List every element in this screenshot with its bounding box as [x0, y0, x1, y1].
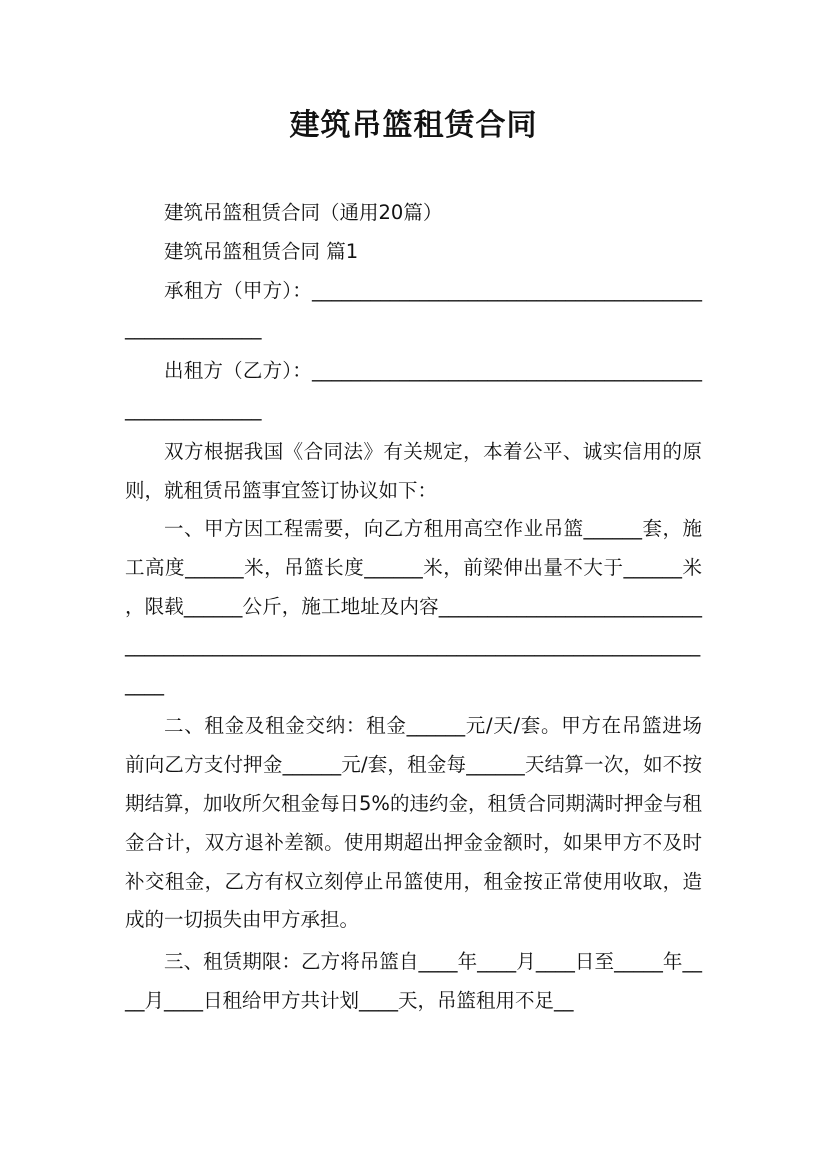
paragraph-clause-2: 二、租金及租金交纳：租金______元/天/套。甲方在吊篮进场前向乙方支付押金______元/套，租金每______天结算一次，如不按期结算，加收所欠租金每日5%的违约金，租赁合同期满时押金与租金合计，双方退补差额。使用期超出押金金额时，如果甲方不及时补交租金，乙方有权立刻停止吊篮使用，租金按正常使用收取，造成的一切损失由甲方承担。: [125, 714, 702, 932]
paragraph-clause-1: 一、甲方因工程需要，向乙方租用高空作业吊篮______套，施工高度______米，吊篮长度______米，前梁伸出量不大于______米，限载______公斤，施工地址及内容__________________________________________________________________________________________: [125, 517, 702, 696]
document-body: [125, 194, 702, 1021]
paragraph-section-heading: 建筑吊篮租赁合同 篇1: [164, 239, 359, 263]
paragraph-subtitle: 建筑吊篮租赁合同（通用20篇）: [164, 201, 443, 224]
paragraph-lessee: 承租方（甲方）：______________________________________________________: [125, 278, 702, 341]
paragraph-preamble: 双方根据我国《合同法》有关规定，本着公平、诚实信用的原则，就租赁吊篮事宜签订协议如下：: [125, 439, 702, 502]
paragraph-clause-3: 三、租赁期限：乙方将吊篮自____年____月____日至_____年____月____日租给甲方共计划____天，吊篮租用不足__: [125, 950, 702, 1012]
paragraph-lessor: 出租方（乙方）：______________________________________________________: [125, 359, 702, 421]
document-title: 建筑吊篮租赁合同: [289, 108, 538, 143]
